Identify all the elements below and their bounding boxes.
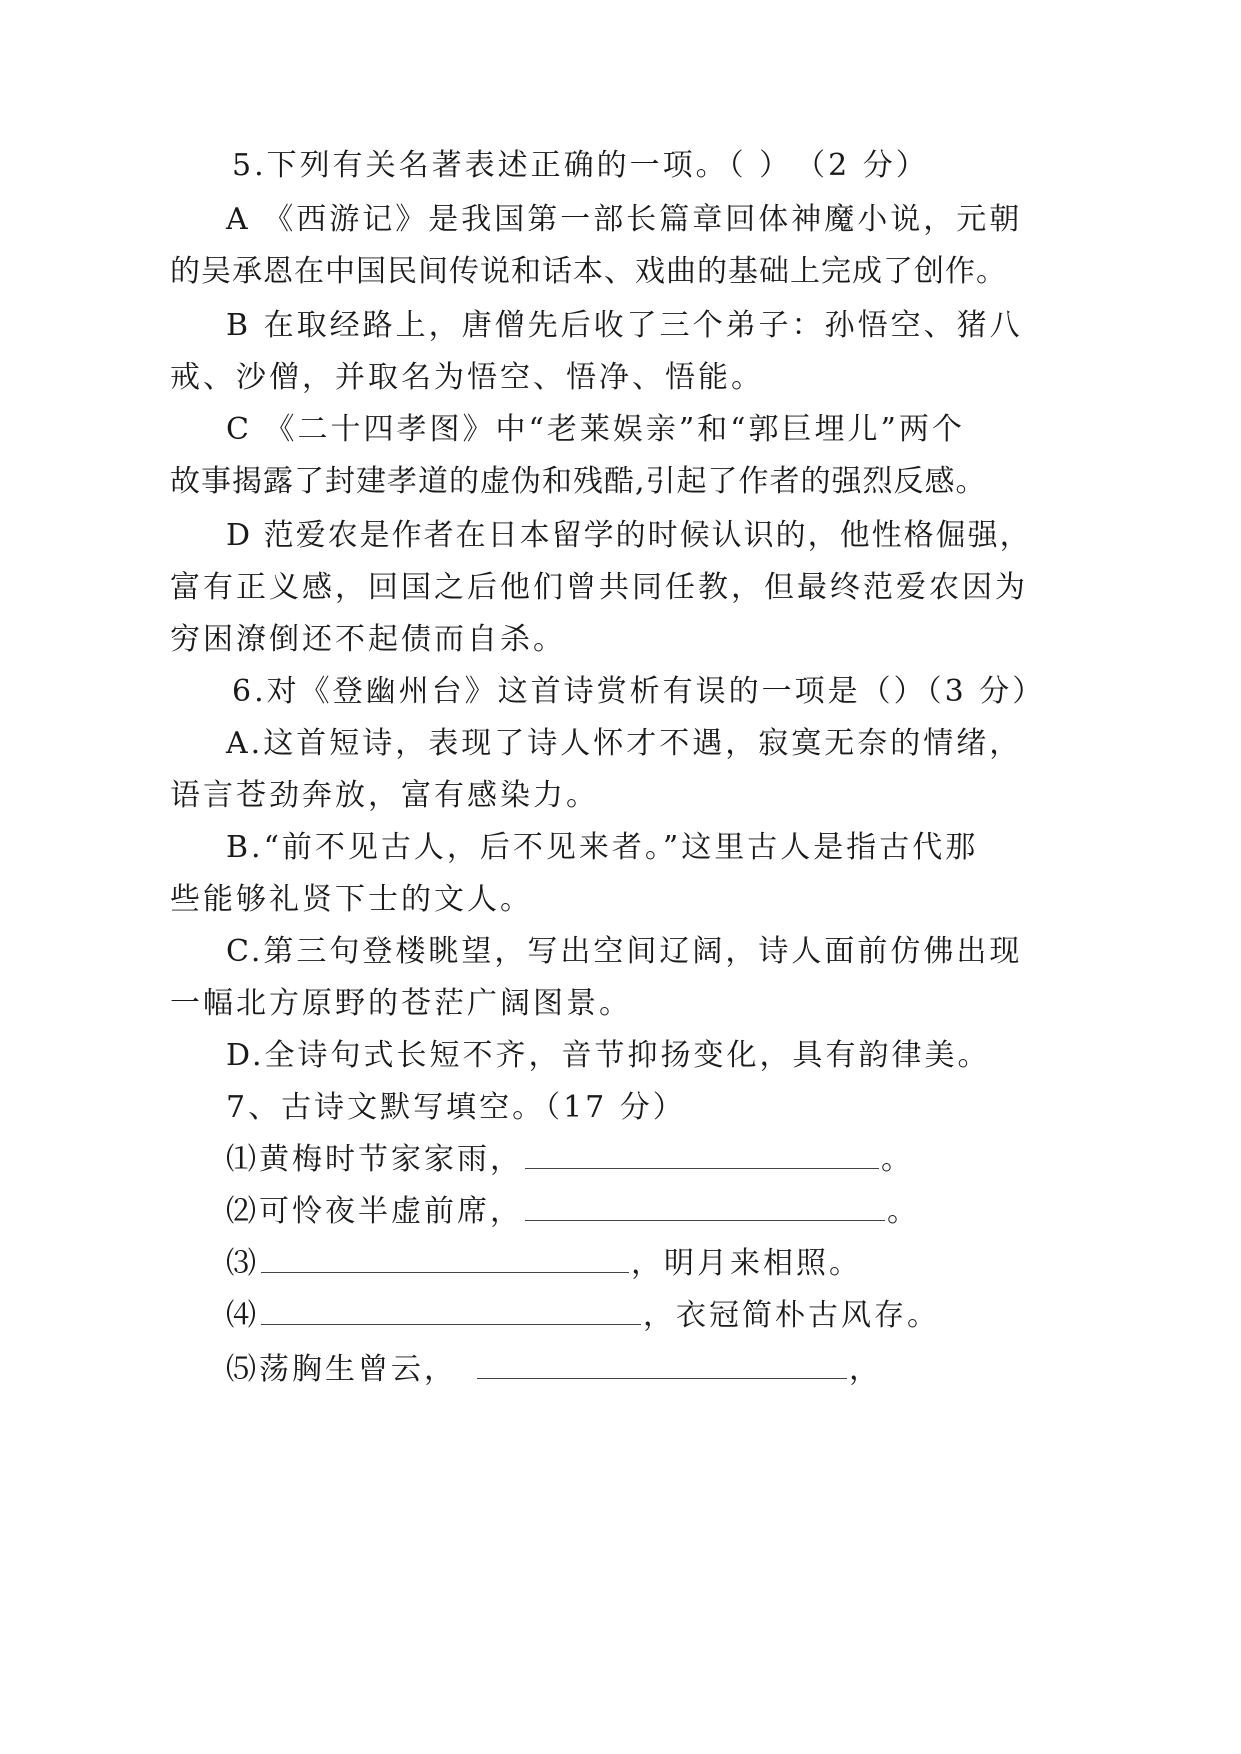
question-5-stem: 5.下列有关名著表述正确的一项。（ ） （2 分） [232,148,929,183]
q7-item-5 [226,1350,882,1390]
q7-item-1-suffix: 。 [881,1142,914,1177]
q5-option-d-line2: 富有正义感，回国之后他们曾共同任教，但最终范爱农因为 [170,570,1028,605]
q7-item-3-blank[interactable] [261,1246,629,1273]
q7-item-1 [226,1140,914,1180]
q7-item-5-blank[interactable] [477,1352,847,1379]
q6-option-a-line2: 语言苍劲奔放，富有感染力。 [170,778,599,813]
q7-item-5-suffix: ， [849,1352,882,1387]
q7-item-2-blank[interactable] [525,1194,885,1221]
q6-option-d: D.全诗句式长短不齐，音节抑扬变化，具有韵律美。 [226,1038,991,1073]
q7-item-2 [226,1192,920,1232]
q5-option-c-line2: 故事揭露了封建孝道的虚伪和残酷,引起了作者的强烈反感。 [170,464,987,499]
q6-option-c-line2: 一幅北方原野的苍茫广阔图景。 [170,986,632,1021]
q5-option-b-line1: B 在取经路上，唐僧先后收了三个弟子：孙悟空、猪八 [226,308,1023,343]
q5-option-a-line2: 的吴承恩在中国民间传说和话本、戏曲的基础上完成了创作。 [170,254,1007,289]
q7-item-4-prefix: ⑷ [226,1298,259,1333]
q6-option-b-line2: 些能够礼贤下士的文人。 [170,882,533,917]
q7-item-2-prefix: ⑵可怜夜半虚前席， [226,1194,523,1229]
q5-option-d-line3: 穷困潦倒还不起债而自杀。 [170,622,566,657]
q6-option-b-line1: B.“前不见古人，后不见来者。”这里古人是指古代那 [226,830,979,865]
q5-option-d-line1: D 范爱农是作者在日本留学的时候认识的，他性格倔强， [226,518,1032,553]
q6-option-a-line1: A.这首短诗，表现了诗人怀才不遇，寂寞无奈的情绪， [226,726,1023,761]
q5-option-a-line1: A 《西游记》是我国第一部长篇章回体神魔小说，元朝 [226,202,1023,237]
q5-option-b-line2: 戒、沙僧，并取名为悟空、悟净、悟能。 [170,360,764,395]
q7-item-1-blank[interactable] [525,1142,879,1169]
q7-item-1-prefix: ⑴黄梅时节家家雨， [226,1142,523,1177]
q7-item-4-blank[interactable] [261,1298,641,1325]
q5-option-c-line1: C 《二十四孝图》中“老莱娱亲”和“郭巨埋儿”两个 [226,412,965,447]
q7-item-5-prefix: ⑸荡胸生曾云， [226,1352,457,1387]
question-6-stem: 6.对《登幽州台》这首诗赏析有误的一项是（）（3 分） [232,674,1046,709]
q7-item-3-prefix: ⑶ [226,1246,259,1281]
q7-item-2-suffix: 。 [887,1194,920,1229]
q6-option-c-line1: C.第三句登楼眺望，写出空间辽阔，诗人面前仿佛出现 [226,934,1023,969]
q7-item-3 [226,1244,862,1284]
q7-item-3-suffix: ，明月来相照。 [631,1246,862,1281]
q7-item-4-suffix: ，衣冠简朴古风存。 [643,1298,940,1333]
q7-item-4 [226,1296,940,1336]
question-7-stem: 7、古诗文默写填空。（17 分） [226,1090,686,1125]
